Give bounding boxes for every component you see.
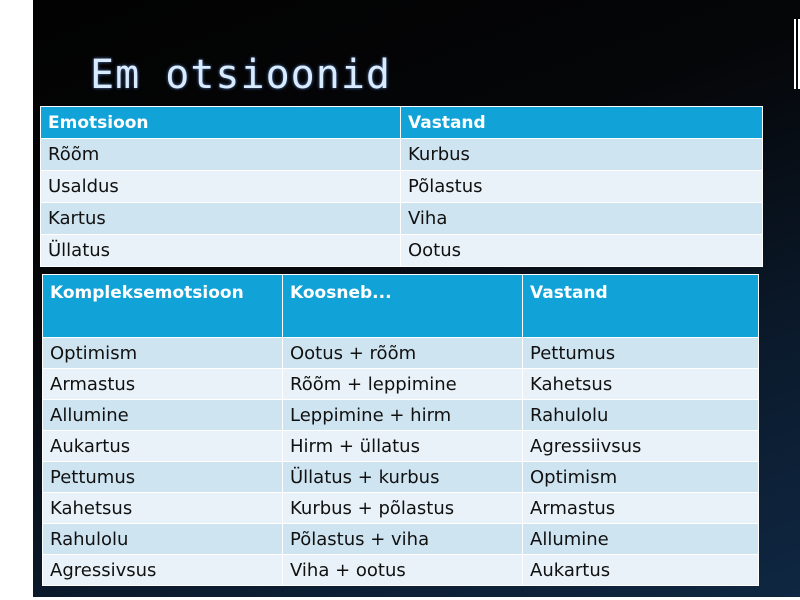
complex-emotions-table [42,274,759,586]
table-row [41,235,763,267]
table-cell: Pettumus [523,338,759,369]
column-header: Vastand [401,107,763,139]
table-cell: Kartus [41,203,401,235]
table-cell: Agressivsus [43,555,283,586]
table-header-row [41,107,763,139]
table-row [43,431,759,462]
table-cell: Optimism [523,462,759,493]
table-row [43,493,759,524]
emotions-table [40,106,763,267]
table-cell: Allumine [43,400,283,431]
column-header: Kompleksemotsioon [43,275,283,338]
table-cell: Üllatus + kurbus [283,462,523,493]
table-row [43,369,759,400]
table-cell: Kahetsus [523,369,759,400]
table-cell: Hirm + üllatus [283,431,523,462]
column-header: Koosneb... [283,275,523,338]
table-cell: Usaldus [41,171,401,203]
table-cell: Rahulolu [523,400,759,431]
table-row [43,555,759,586]
table-cell: Pettumus [43,462,283,493]
table-cell: Põlastus + viha [283,524,523,555]
table-row [41,203,763,235]
table-cell: Leppimine + hirm [283,400,523,431]
table-row [41,171,763,203]
table-cell: Rõõm [41,139,401,171]
column-header: Vastand [523,275,759,338]
table-cell: Aukartus [523,555,759,586]
table-cell: Rõõm + leppimine [283,369,523,400]
table-cell: Ootus [401,235,763,267]
table-cell: Põlastus [401,171,763,203]
table-cell: Armastus [523,493,759,524]
table-cell: Kahetsus [43,493,283,524]
slide-title: Em otsioonid [90,52,391,98]
column-header: Emotsioon [41,107,401,139]
table-cell: Ootus + rõõm [283,338,523,369]
table-cell: Aukartus [43,431,283,462]
table-row [43,524,759,555]
table-cell: Armastus [43,369,283,400]
table-cell: Optimism [43,338,283,369]
table-header-row [43,275,759,338]
table-row [43,400,759,431]
table-cell: Allumine [523,524,759,555]
table-row [43,338,759,369]
table-cell: Viha + ootus [283,555,523,586]
table-cell: Agressiivsus [523,431,759,462]
table-row [41,139,763,171]
table-cell: Üllatus [41,235,401,267]
table-cell: Kurbus [401,139,763,171]
table-row [43,462,759,493]
table-cell: Viha [401,203,763,235]
table-cell: Rahulolu [43,524,283,555]
table-cell: Kurbus + põlastus [283,493,523,524]
